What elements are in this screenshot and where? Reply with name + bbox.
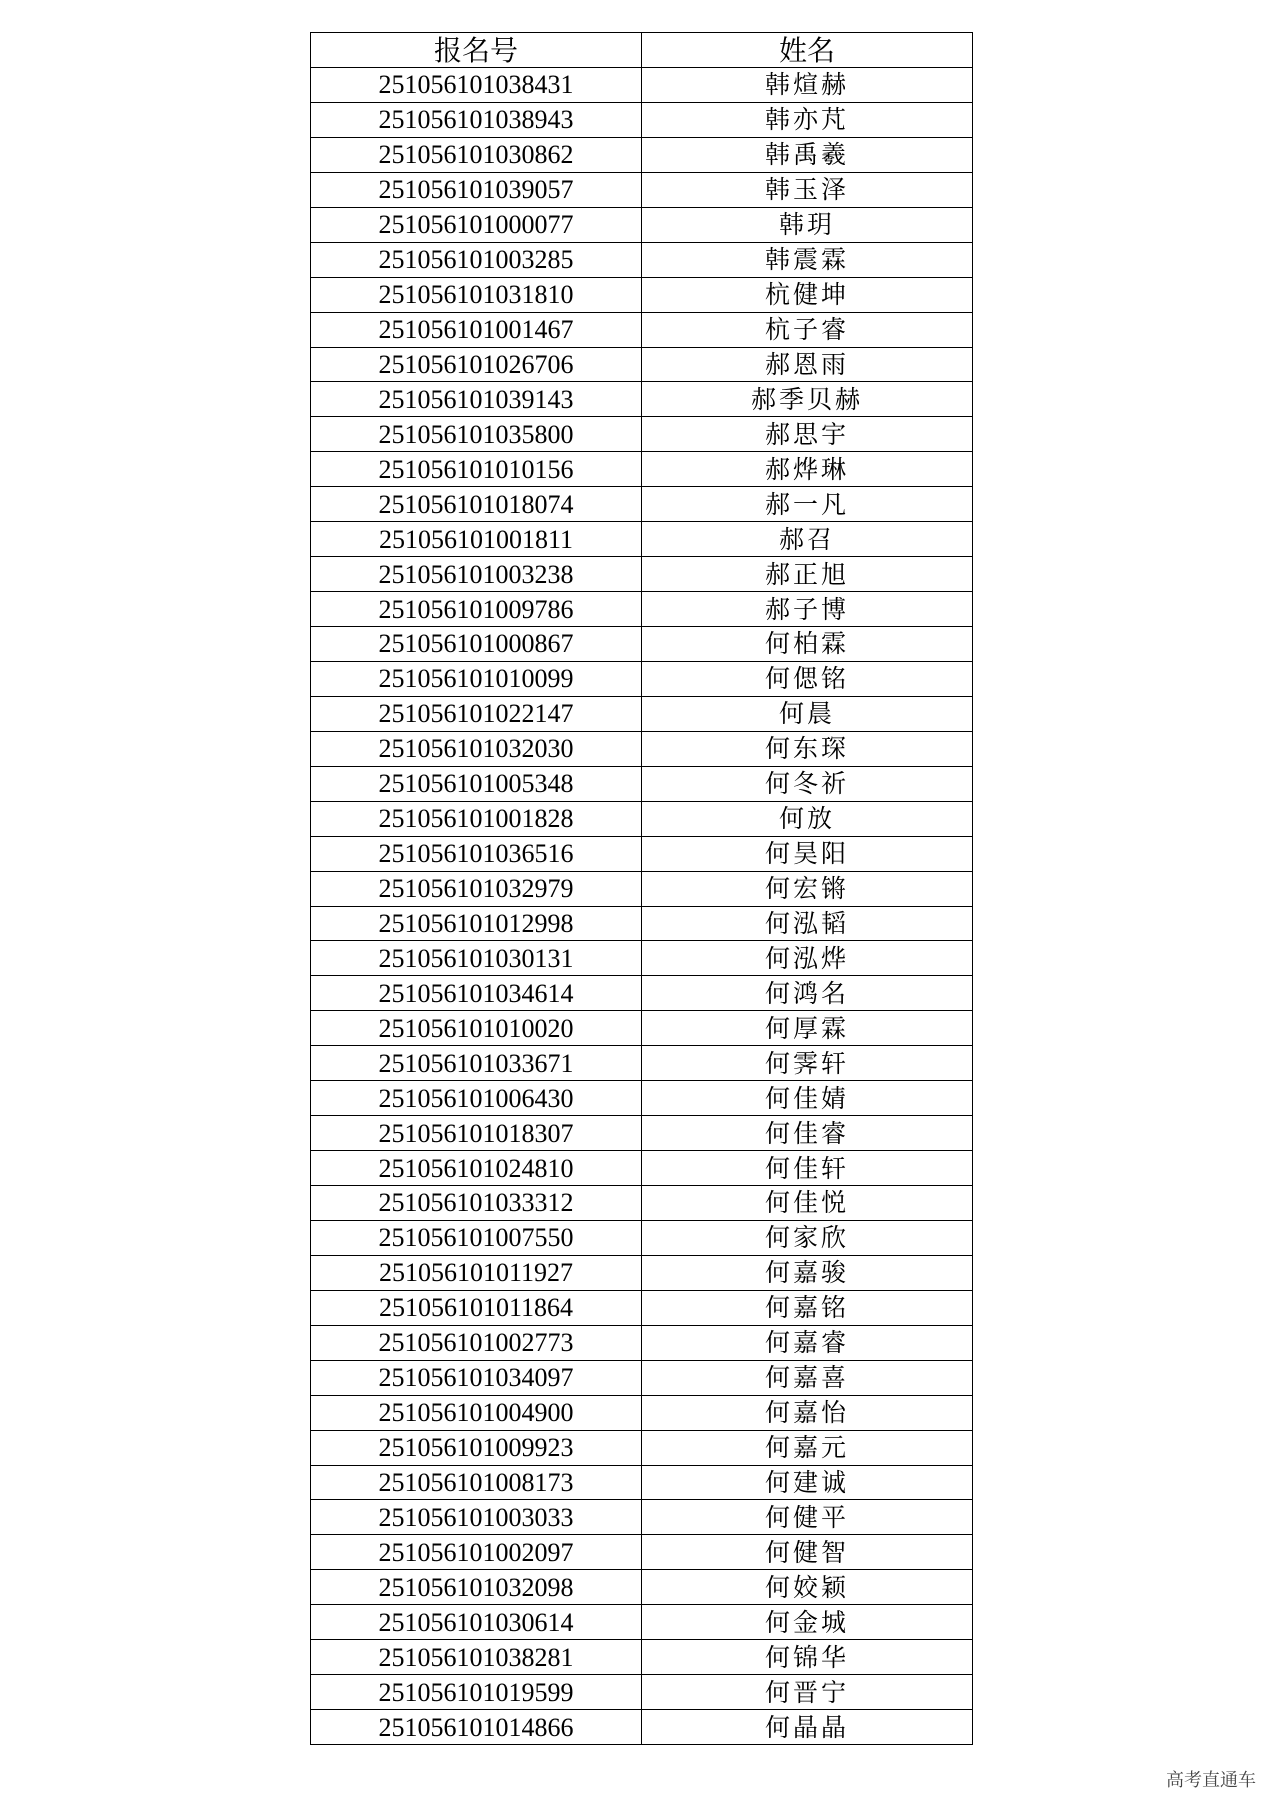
- name-cell: 何嘉睿: [642, 1325, 973, 1360]
- registration-number-cell: 251056101030131: [311, 941, 642, 976]
- registration-number-cell: 251056101038431: [311, 68, 642, 103]
- registration-number-cell: 251056101030862: [311, 137, 642, 172]
- roster-body: [311, 68, 973, 1745]
- name-cell: 何嘉铭: [642, 1290, 973, 1325]
- registration-number-cell: 251056101033671: [311, 1046, 642, 1081]
- registration-number-cell: 251056101007550: [311, 1220, 642, 1255]
- table-row: [311, 731, 973, 766]
- registration-number-cell: 251056101002773: [311, 1325, 642, 1360]
- table-row: [311, 102, 973, 137]
- registration-number-cell: 251056101003033: [311, 1500, 642, 1535]
- table-row: [311, 1046, 973, 1081]
- table-row: [311, 487, 973, 522]
- name-cell: 何鸿名: [642, 976, 973, 1011]
- registration-number-cell: 251056101011927: [311, 1255, 642, 1290]
- registration-number-cell: 251056101001467: [311, 312, 642, 347]
- table-row: [311, 347, 973, 382]
- name-cell: 何晋宁: [642, 1675, 973, 1710]
- table-row: [311, 1675, 973, 1710]
- name-cell: 郝季贝赫: [642, 382, 973, 417]
- name-cell: 何嘉怡: [642, 1395, 973, 1430]
- name-cell: 何晶晶: [642, 1710, 973, 1745]
- registration-number-cell: 251056101003285: [311, 242, 642, 277]
- name-cell: 何健平: [642, 1500, 973, 1535]
- name-cell: 郝子博: [642, 592, 973, 627]
- name-cell: 何厚霖: [642, 1011, 973, 1046]
- registration-number-cell: 251056101038281: [311, 1640, 642, 1675]
- roster-table: [310, 32, 973, 1745]
- table-row: [311, 1605, 973, 1640]
- name-cell: 何姣颖: [642, 1570, 973, 1605]
- table-row: [311, 277, 973, 312]
- header-id: 报名号: [311, 33, 642, 68]
- table-row: [311, 1011, 973, 1046]
- name-cell: 何佳婧: [642, 1081, 973, 1116]
- table-row: [311, 382, 973, 417]
- name-cell: 杭子睿: [642, 312, 973, 347]
- table-row: [311, 1535, 973, 1570]
- registration-number-cell: 251056101004900: [311, 1395, 642, 1430]
- registration-number-cell: 251056101011864: [311, 1290, 642, 1325]
- name-cell: 何嘉元: [642, 1430, 973, 1465]
- name-cell: 何佳轩: [642, 1151, 973, 1186]
- name-cell: 何霁轩: [642, 1046, 973, 1081]
- registration-number-cell: 251056101010099: [311, 661, 642, 696]
- table-row: [311, 592, 973, 627]
- table-row: [311, 137, 973, 172]
- name-cell: 何佳睿: [642, 1116, 973, 1151]
- table-row: [311, 312, 973, 347]
- registration-number-cell: 251056101000077: [311, 207, 642, 242]
- name-cell: 郝正旭: [642, 557, 973, 592]
- table-row: [311, 1360, 973, 1395]
- name-cell: 何健智: [642, 1535, 973, 1570]
- registration-number-cell: 251056101031810: [311, 277, 642, 312]
- registration-number-cell: 251056101024810: [311, 1151, 642, 1186]
- registration-number-cell: 251056101032979: [311, 871, 642, 906]
- registration-number-cell: 251056101032098: [311, 1570, 642, 1605]
- name-cell: 韩禹羲: [642, 137, 973, 172]
- header-name: 姓名: [642, 33, 973, 68]
- table-row: [311, 1640, 973, 1675]
- name-cell: 何金城: [642, 1605, 973, 1640]
- table-row: [311, 172, 973, 207]
- registration-number-cell: 251056101036516: [311, 836, 642, 871]
- registration-number-cell: 251056101039143: [311, 382, 642, 417]
- name-cell: 何锦华: [642, 1640, 973, 1675]
- table-row: [311, 871, 973, 906]
- table-row: [311, 1220, 973, 1255]
- registration-number-cell: 251056101033312: [311, 1186, 642, 1221]
- registration-number-cell: 251056101008173: [311, 1465, 642, 1500]
- table-row: [311, 766, 973, 801]
- registration-number-cell: 251056101001811: [311, 522, 642, 557]
- registration-number-cell: 251056101022147: [311, 696, 642, 731]
- registration-number-cell: 251056101038943: [311, 102, 642, 137]
- table-row: [311, 417, 973, 452]
- table-row: [311, 522, 973, 557]
- table-row: [311, 1081, 973, 1116]
- registration-number-cell: 251056101009786: [311, 592, 642, 627]
- table-row: [311, 1151, 973, 1186]
- registration-number-cell: 251056101006430: [311, 1081, 642, 1116]
- registration-number-cell: 251056101034097: [311, 1360, 642, 1395]
- name-cell: 何晨: [642, 696, 973, 731]
- registration-number-cell: 251056101026706: [311, 347, 642, 382]
- name-cell: 郝思宇: [642, 417, 973, 452]
- table-row: [311, 696, 973, 731]
- table-row: [311, 801, 973, 836]
- registration-number-cell: 251056101009923: [311, 1430, 642, 1465]
- name-cell: 韩玉泽: [642, 172, 973, 207]
- table-row: [311, 661, 973, 696]
- table-row: [311, 1116, 973, 1151]
- name-cell: 韩玥: [642, 207, 973, 242]
- name-cell: 韩震霖: [642, 242, 973, 277]
- registration-number-cell: 251056101018307: [311, 1116, 642, 1151]
- watermark: 高考直通车: [1166, 1770, 1256, 1791]
- registration-number-cell: 251056101030614: [311, 1605, 642, 1640]
- table-row: [311, 1465, 973, 1500]
- table-row: [311, 1430, 973, 1465]
- registration-number-cell: 251056101012998: [311, 906, 642, 941]
- registration-number-cell: 251056101010156: [311, 452, 642, 487]
- name-cell: 杭健坤: [642, 277, 973, 312]
- registration-number-cell: 251056101003238: [311, 557, 642, 592]
- name-cell: 何柏霖: [642, 627, 973, 662]
- name-cell: 何建诚: [642, 1465, 973, 1500]
- registration-number-cell: 251056101018074: [311, 487, 642, 522]
- name-cell: 何佳悦: [642, 1186, 973, 1221]
- table-row: [311, 1500, 973, 1535]
- name-cell: 郝一凡: [642, 487, 973, 522]
- registration-number-cell: 251056101034614: [311, 976, 642, 1011]
- name-cell: 何嘉喜: [642, 1360, 973, 1395]
- name-cell: 何嘉骏: [642, 1255, 973, 1290]
- table-row: [311, 627, 973, 662]
- name-cell: 何宏锵: [642, 871, 973, 906]
- table-row: [311, 242, 973, 277]
- name-cell: 郝召: [642, 522, 973, 557]
- table-row: [311, 976, 973, 1011]
- table-row: [311, 1325, 973, 1360]
- name-cell: 何放: [642, 801, 973, 836]
- registration-number-cell: 251056101001828: [311, 801, 642, 836]
- name-cell: 何泓韬: [642, 906, 973, 941]
- registration-number-cell: 251056101000867: [311, 627, 642, 662]
- name-cell: 韩煊赫: [642, 68, 973, 103]
- name-cell: 何偲铭: [642, 661, 973, 696]
- name-cell: 何东琛: [642, 731, 973, 766]
- table-row: [311, 906, 973, 941]
- registration-number-cell: 251056101035800: [311, 417, 642, 452]
- table-row: [311, 1255, 973, 1290]
- registration-number-cell: 251056101019599: [311, 1675, 642, 1710]
- registration-number-cell: 251056101005348: [311, 766, 642, 801]
- registration-number-cell: 251056101032030: [311, 731, 642, 766]
- registration-number-cell: 251056101014866: [311, 1710, 642, 1745]
- table-row: [311, 452, 973, 487]
- registration-number-cell: 251056101010020: [311, 1011, 642, 1046]
- table-row: [311, 207, 973, 242]
- name-cell: 韩亦芃: [642, 102, 973, 137]
- header-row: [311, 33, 973, 68]
- registration-number-cell: 251056101039057: [311, 172, 642, 207]
- registration-number-cell: 251056101002097: [311, 1535, 642, 1570]
- name-cell: 何冬祈: [642, 766, 973, 801]
- table-row: [311, 557, 973, 592]
- table-row: [311, 836, 973, 871]
- table-row: [311, 1710, 973, 1745]
- table-row: [311, 1186, 973, 1221]
- name-cell: 何昊阳: [642, 836, 973, 871]
- name-cell: 何家欣: [642, 1220, 973, 1255]
- table-row: [311, 1395, 973, 1430]
- table-row: [311, 941, 973, 976]
- table-row: [311, 68, 973, 103]
- table-row: [311, 1290, 973, 1325]
- name-cell: 郝恩雨: [642, 347, 973, 382]
- name-cell: 郝烨琳: [642, 452, 973, 487]
- name-cell: 何泓烨: [642, 941, 973, 976]
- table-row: [311, 1570, 973, 1605]
